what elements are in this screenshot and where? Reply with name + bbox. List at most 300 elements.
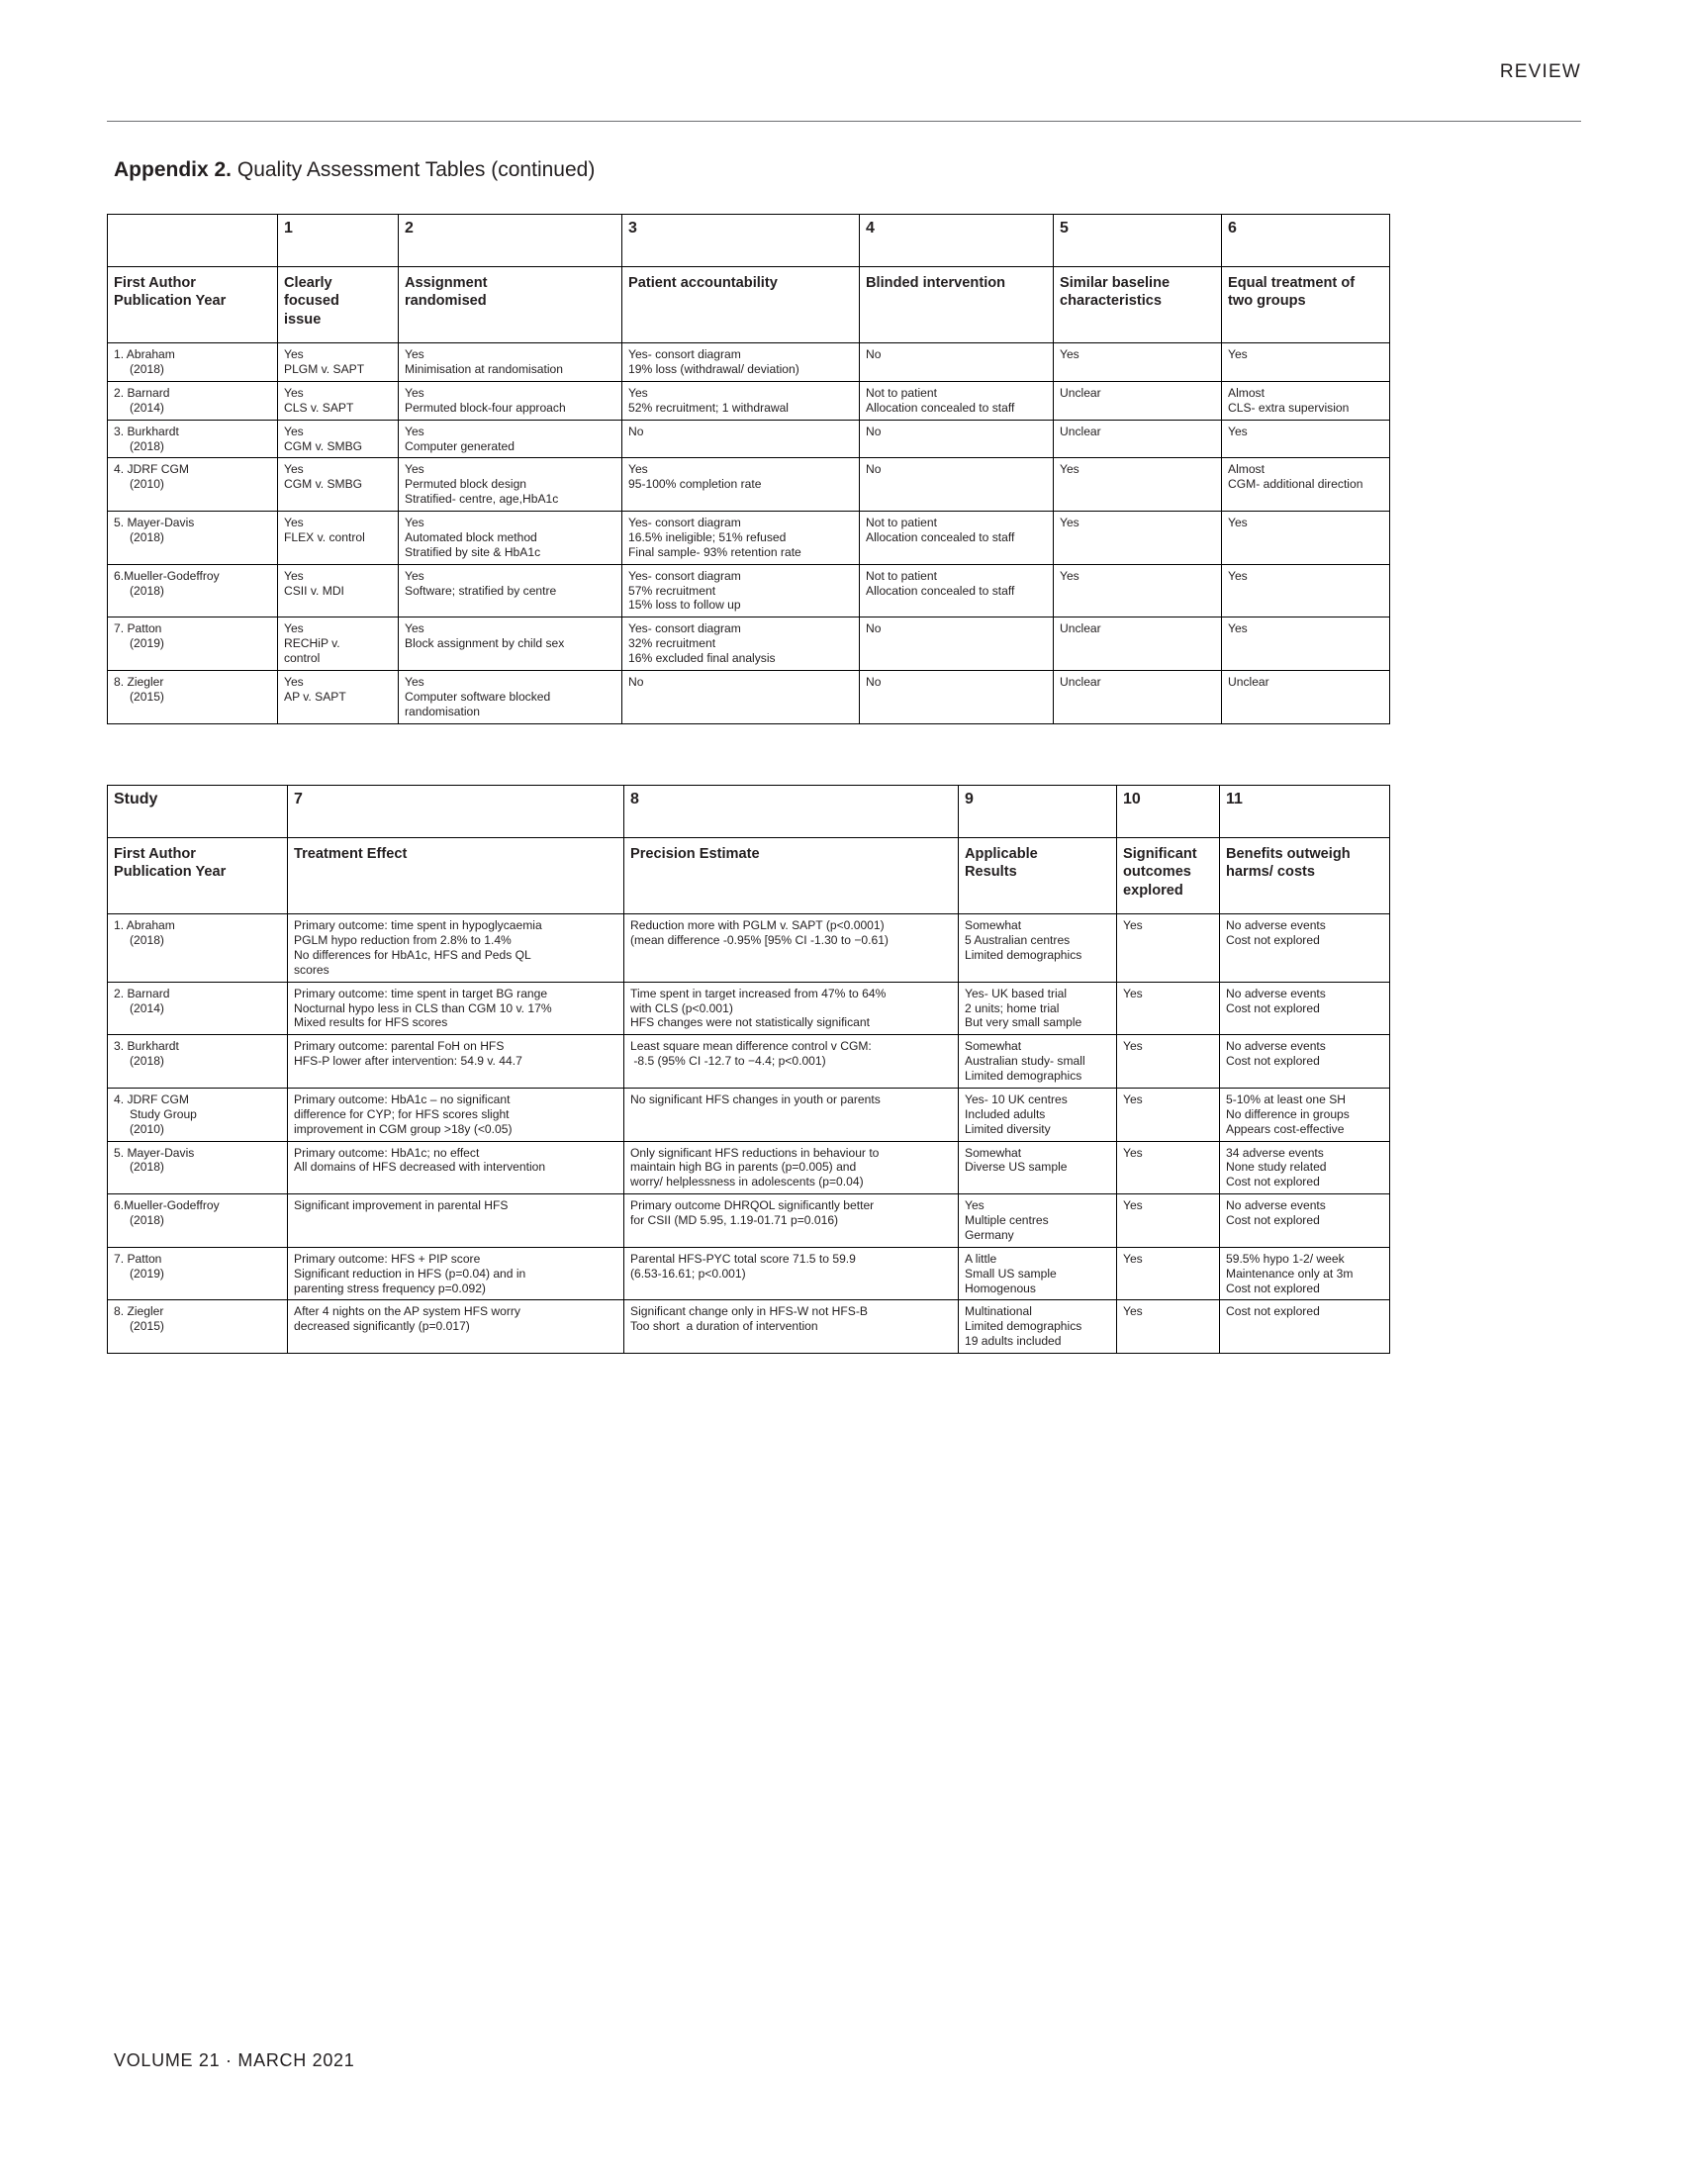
cell-line: Applicable [965, 846, 1038, 862]
cell-accountability [622, 420, 860, 458]
cell-line: RECHiP v. [284, 636, 340, 651]
cell-line: After 4 nights on the AP system HFS worry [294, 1304, 520, 1319]
cell-line: explored [1123, 882, 1183, 899]
table2-body [108, 786, 1390, 1354]
cell-line: Yes [405, 385, 424, 400]
cell-clearly_focused [278, 512, 399, 565]
cell-precision [624, 914, 959, 983]
cell-line: Similar baseline [1060, 275, 1171, 291]
table-row [108, 1194, 1390, 1248]
table-row [108, 420, 1390, 458]
cell-benefits [1220, 1194, 1390, 1248]
cell-line: improvement in CGM group >18y (<0.05) [294, 1121, 513, 1136]
cell-line: 4. JDRF CGM [114, 462, 189, 477]
cell-line: Yes [284, 568, 304, 583]
column-header-1 [288, 838, 624, 914]
cell-line: Cost not explored [1226, 1304, 1320, 1319]
column-number-3 [959, 786, 1117, 838]
cell-line: issue [284, 311, 322, 328]
column-number-2 [624, 786, 959, 838]
cell-line: 95-100% completion rate [628, 477, 762, 492]
cell-baseline [1054, 512, 1222, 565]
quality-assessment-table-2-wrapper [107, 785, 1390, 1354]
cell-baseline [1054, 381, 1222, 420]
cell-line: 8. Ziegler [114, 1304, 164, 1319]
cell-line: Stratified- centre, age,HbA1c [405, 492, 559, 507]
cell-precision [624, 1141, 959, 1194]
table-row [108, 1247, 1390, 1300]
cell-line: Yes [405, 674, 424, 689]
cell-line: Yes- consort diagram [628, 621, 741, 636]
column-header-3 [622, 267, 860, 343]
cell-line: Almost [1228, 462, 1265, 477]
cell-clearly_focused [278, 381, 399, 420]
cell-line: Yes [284, 516, 304, 529]
cell-line: Included adults [965, 1106, 1046, 1121]
table-row [108, 617, 1390, 671]
cell-line: 5 [1060, 220, 1069, 237]
page-title [114, 158, 595, 182]
cell-study [108, 458, 278, 512]
cell-line: Allocation concealed to staff [866, 400, 1015, 415]
cell-line: 32% recruitment [628, 636, 716, 651]
cell-accountability [622, 670, 860, 723]
cell-line: Yes [1060, 462, 1079, 477]
cell-line: 1. Abraham [114, 347, 175, 362]
cell-applicable [959, 1300, 1117, 1354]
cell-blinded [860, 670, 1054, 723]
cell-line: Yes [1123, 1251, 1143, 1266]
cell-benefits [1220, 1300, 1390, 1354]
cell-applicable [959, 982, 1117, 1035]
cell-line: CGM- additional direction [1228, 477, 1363, 492]
cell-study [108, 1194, 288, 1248]
cell-blinded [860, 512, 1054, 565]
column-header-0 [108, 838, 288, 914]
cell-line: (2019) [130, 1266, 164, 1281]
cell-line: Precision Estimate [630, 846, 760, 862]
cell-accountability [622, 343, 860, 382]
cell-line: A little [965, 1251, 997, 1266]
cell-line: Significant improvement in parental HFS [294, 1198, 509, 1213]
cell-line: Study [114, 791, 158, 807]
cell-line: Blinded intervention [866, 275, 1006, 291]
cell-line: Significant reduction in HFS (p=0.04) and in [294, 1266, 526, 1281]
cell-line: Publication Year [114, 864, 227, 881]
cell-line: Unclear [1060, 621, 1101, 636]
column-header-4 [1117, 838, 1220, 914]
cell-benefits [1220, 1141, 1390, 1194]
cell-line: (2018) [130, 438, 164, 453]
cell-blinded [860, 343, 1054, 382]
cell-treatment_effect [288, 1300, 624, 1354]
cell-line: 2. Barnard [114, 986, 170, 1000]
cell-baseline [1054, 343, 1222, 382]
cell-line: Allocation concealed to staff [866, 529, 1015, 544]
cell-line: Yes [405, 462, 424, 477]
column-number-0 [108, 215, 278, 267]
cell-line: characteristics [1060, 293, 1163, 310]
cell-study [108, 1141, 288, 1194]
cell-study [108, 1300, 288, 1354]
cell-study [108, 420, 278, 458]
table1-body [108, 215, 1390, 724]
cell-line: 19 adults included [965, 1334, 1062, 1349]
column-number-1 [288, 786, 624, 838]
cell-line: CSII v. MDI [284, 583, 344, 598]
cell-line: Yes [1060, 516, 1079, 529]
cell-assignment [399, 670, 622, 723]
cell-line: 3. Burkhardt [114, 424, 179, 438]
cell-line: AP v. SAPT [284, 689, 346, 704]
cell-line: No differences for HbA1c, HFS and Peds QL [294, 947, 531, 962]
cell-blinded [860, 564, 1054, 617]
table-row [108, 914, 1390, 983]
cell-line: Least square mean difference control v CGM: [630, 1039, 872, 1054]
table-row [108, 1035, 1390, 1089]
column-header-2 [624, 838, 959, 914]
cell-line: Yes [1228, 347, 1248, 362]
cell-line: 7. Patton [114, 621, 162, 636]
cell-line: 5. Mayer-Davis [114, 1145, 195, 1160]
cell-study [108, 982, 288, 1035]
cell-assignment [399, 564, 622, 617]
cell-line: 2 units; home trial [965, 1000, 1060, 1015]
column-header-5 [1220, 838, 1390, 914]
cell-line: 1. Abraham [114, 918, 175, 933]
cell-precision [624, 1035, 959, 1089]
cell-line: Yes [965, 1198, 985, 1213]
cell-line: control [284, 651, 321, 665]
cell-line: 7 [294, 791, 303, 807]
cell-line: (2015) [130, 689, 164, 704]
cell-line: difference for CYP; for HFS scores slight [294, 1106, 510, 1121]
cell-line: Automated block method [405, 529, 537, 544]
cell-line: 5-10% at least one SH [1226, 1092, 1347, 1106]
cell-line: CLS v. SAPT [284, 400, 354, 415]
cell-line: No adverse events [1226, 986, 1326, 1000]
cell-study [108, 617, 278, 671]
cell-line: PGLM hypo reduction from 2.8% to 1.4% [294, 933, 512, 947]
cell-line: Treatment Effect [294, 846, 408, 862]
cell-line: Yes [628, 462, 648, 477]
cell-clearly_focused [278, 458, 399, 512]
cell-line: Limited demographics [965, 1069, 1082, 1083]
cell-line: Yes [1123, 1145, 1143, 1160]
cell-line: Yes- 10 UK centres [965, 1092, 1068, 1106]
cell-significant [1117, 1141, 1220, 1194]
cell-precision [624, 1300, 959, 1354]
cell-line: Computer software blocked [405, 689, 551, 704]
cell-line: Computer generated [405, 438, 515, 453]
cell-line: Australian study- small [965, 1054, 1085, 1069]
column-number-3 [622, 215, 860, 267]
cell-line: Almost [1228, 385, 1265, 400]
cell-line: 8 [630, 791, 639, 807]
cell-line: Homogenous [965, 1281, 1036, 1295]
table-row [108, 512, 1390, 565]
cell-line: No [628, 674, 644, 689]
table-header-row [108, 838, 1390, 914]
cell-baseline [1054, 420, 1222, 458]
cell-equal [1222, 420, 1390, 458]
cell-line: Primary outcome: time spent in hypoglycaemia [294, 918, 542, 933]
cell-line: (2014) [130, 400, 164, 415]
cell-line: No [866, 424, 882, 438]
table-row [108, 670, 1390, 723]
cell-line: 9 [965, 791, 974, 807]
cell-line: CLS- extra supervision [1228, 400, 1350, 415]
cell-accountability [622, 617, 860, 671]
cell-line: 3. Burkhardt [114, 1039, 179, 1054]
cell-line: Primary outcome: HFS + PIP score [294, 1251, 481, 1266]
cell-line: 4. JDRF CGM [114, 1092, 189, 1106]
cell-line: Reduction more with PGLM v. SAPT (p<0.0001) [630, 918, 885, 933]
column-number-5 [1220, 786, 1390, 838]
cell-line: Yes [1228, 516, 1248, 529]
cell-line: (2010) [130, 1121, 164, 1136]
caption-label: Appendix 2. [114, 158, 233, 181]
cell-line: Software; stratified by centre [405, 583, 557, 598]
cell-line: Yes [284, 385, 304, 400]
cell-line: Yes [1060, 347, 1079, 362]
cell-clearly_focused [278, 420, 399, 458]
column-number-1 [278, 215, 399, 267]
cell-line: with CLS (p<0.001) [630, 1000, 733, 1015]
cell-line: No [866, 621, 882, 636]
cell-line: Benefits outweigh [1226, 846, 1351, 862]
cell-line: Yes- UK based trial [965, 986, 1068, 1000]
cell-study [108, 512, 278, 565]
table-row [108, 982, 1390, 1035]
cell-line: Nocturnal hypo less in CLS than CGM 10 v. 17% [294, 1000, 552, 1015]
cell-line: Yes [405, 621, 424, 636]
cell-line: No adverse events [1226, 1039, 1326, 1054]
cell-line: No significant HFS changes in youth or parents [630, 1092, 881, 1106]
cell-line: Yes [1123, 1198, 1143, 1213]
cell-blinded [860, 381, 1054, 420]
cell-line: Significant change only in HFS-W not HFS-B [630, 1304, 868, 1319]
cell-line: Cost not explored [1226, 1000, 1320, 1015]
cell-line: Multinational [965, 1304, 1032, 1319]
cell-line: HFS-P lower after intervention: 54.9 v. 44.7 [294, 1054, 522, 1069]
cell-line: Equal treatment of [1228, 275, 1356, 291]
cell-line: Somewhat [965, 1039, 1022, 1054]
cell-line: (2018) [130, 529, 164, 544]
column-number-6 [1222, 215, 1390, 267]
cell-baseline [1054, 670, 1222, 723]
cell-line: 10 [1123, 791, 1141, 807]
cell-line: Permuted block design [405, 477, 527, 492]
cell-significant [1117, 914, 1220, 983]
cell-line: First Author [114, 846, 196, 862]
cell-line: Yes- consort diagram [628, 568, 741, 583]
cell-assignment [399, 617, 622, 671]
cell-line: Yes [1228, 424, 1248, 438]
cell-line: Study Group [130, 1106, 197, 1121]
cell-line: Minimisation at randomisation [405, 362, 563, 376]
cell-line: 6.Mueller-Godeffroy [114, 568, 220, 583]
cell-line: None study related [1226, 1160, 1327, 1175]
quality-assessment-table-1-wrapper [107, 214, 1390, 724]
cell-line: parenting stress frequency p=0.092) [294, 1281, 486, 1295]
quality-assessment-table-2 [107, 785, 1390, 1354]
cell-equal [1222, 564, 1390, 617]
cell-treatment_effect [288, 982, 624, 1035]
cell-line: Assignment [405, 275, 488, 291]
column-header-6 [1222, 267, 1390, 343]
cell-line: Too short a duration of intervention [630, 1319, 818, 1334]
cell-line: Results [965, 864, 1017, 881]
cell-line: Yes [1060, 568, 1079, 583]
quality-assessment-table-1 [107, 214, 1390, 724]
cell-line: worry/ helplessness in adolescents (p=0.04) [630, 1175, 864, 1189]
cell-line: Yes [405, 347, 424, 362]
cell-line: Only significant HFS reductions in behaviour to [630, 1145, 880, 1160]
cell-line: Cost not explored [1226, 933, 1320, 947]
cell-line: Final sample- 93% retention rate [628, 544, 801, 559]
cell-line: No [866, 347, 882, 362]
cell-applicable [959, 1088, 1117, 1141]
cell-assignment [399, 381, 622, 420]
cell-line: Cost not explored [1226, 1213, 1320, 1227]
cell-line: (2018) [130, 1054, 164, 1069]
cell-benefits [1220, 1035, 1390, 1089]
cell-line: Cost not explored [1226, 1281, 1320, 1295]
cell-line: Parental HFS-PYC total score 71.5 to 59.9 [630, 1251, 856, 1266]
cell-applicable [959, 914, 1117, 983]
cell-treatment_effect [288, 1247, 624, 1300]
cell-line: -8.5 (95% CI -12.7 to −4.4; p<0.001) [630, 1054, 826, 1069]
page-footer: VOLUME 21 · MARCH 2021 [114, 2050, 355, 2070]
cell-equal [1222, 512, 1390, 565]
cell-line: Primary outcome: parental FoH on HFS [294, 1039, 505, 1054]
cell-equal [1222, 381, 1390, 420]
cell-line: CGM v. SMBG [284, 438, 363, 453]
cell-line: Publication Year [114, 293, 227, 310]
cell-line: No [866, 462, 882, 477]
cell-treatment_effect [288, 1088, 624, 1141]
cell-clearly_focused [278, 670, 399, 723]
cell-line: Yes [405, 568, 424, 583]
cell-line: Yes [1228, 568, 1248, 583]
cell-line: Time spent in target increased from 47% to 64% [630, 986, 887, 1000]
cell-line: Limited demographics [965, 947, 1082, 962]
cell-precision [624, 1247, 959, 1300]
cell-baseline [1054, 617, 1222, 671]
cell-line: Yes [405, 424, 424, 438]
cell-line: (2018) [130, 933, 164, 947]
column-header-2 [399, 267, 622, 343]
cell-line: Yes [1123, 1039, 1143, 1054]
cell-line: Yes [284, 424, 304, 438]
cell-treatment_effect [288, 1035, 624, 1089]
cell-treatment_effect [288, 914, 624, 983]
cell-clearly_focused [278, 564, 399, 617]
cell-assignment [399, 343, 622, 382]
cell-line: Primary outcome: time spent in target BG range [294, 986, 548, 1000]
cell-accountability [622, 458, 860, 512]
cell-line: No adverse events [1226, 918, 1326, 933]
cell-line: 11 [1226, 791, 1243, 807]
cell-line: Appears cost-effective [1226, 1121, 1345, 1136]
cell-line: Yes [1123, 1304, 1143, 1319]
cell-line: Small US sample [965, 1266, 1057, 1281]
cell-line: Significant [1123, 846, 1197, 862]
cell-line: (2018) [130, 583, 164, 598]
cell-line: Yes [1123, 918, 1143, 933]
cell-line: maintain high BG in parents (p=0.005) and [630, 1160, 857, 1175]
column-number-0 [108, 786, 288, 838]
header-rule [107, 121, 1581, 122]
cell-line: No [866, 674, 882, 689]
cell-line: focused [284, 293, 339, 310]
cell-line: Permuted block-four approach [405, 400, 566, 415]
cell-line: Yes [1228, 621, 1248, 636]
cell-line: Diverse US sample [965, 1160, 1068, 1175]
column-header-5 [1054, 267, 1222, 343]
column-header-4 [860, 267, 1054, 343]
cell-line: Primary outcome: HbA1c – no significant [294, 1092, 511, 1106]
cell-line: 8. Ziegler [114, 674, 164, 689]
cell-precision [624, 982, 959, 1035]
cell-line: Unclear [1060, 674, 1101, 689]
cell-line: Yes [1123, 1092, 1143, 1106]
cell-line: Yes [284, 462, 304, 477]
cell-line: Germany [965, 1227, 1014, 1242]
cell-treatment_effect [288, 1194, 624, 1248]
cell-equal [1222, 458, 1390, 512]
cell-significant [1117, 1194, 1220, 1248]
cell-line: 5 Australian centres [965, 933, 1071, 947]
cell-benefits [1220, 1247, 1390, 1300]
cell-study [108, 1247, 288, 1300]
cell-baseline [1054, 564, 1222, 617]
cell-line: (2018) [130, 362, 164, 376]
cell-study [108, 1035, 288, 1089]
cell-benefits [1220, 1088, 1390, 1141]
cell-line: No adverse events [1226, 1198, 1326, 1213]
cell-line: Maintenance only at 3m [1226, 1266, 1354, 1281]
table-row [108, 564, 1390, 617]
cell-line: But very small sample [965, 1015, 1082, 1030]
cell-line: 3 [628, 220, 637, 237]
cell-line: randomised [405, 293, 487, 310]
cell-line: 2 [405, 220, 414, 237]
cell-line: No [628, 424, 644, 438]
cell-line: (mean difference -0.95% [95% CI -1.30 to −0.61) [630, 933, 889, 947]
column-number-5 [1054, 215, 1222, 267]
cell-line: First Author [114, 275, 196, 291]
cell-line: randomisation [405, 704, 480, 718]
cell-significant [1117, 1247, 1220, 1300]
cell-clearly_focused [278, 343, 399, 382]
column-header-1 [278, 267, 399, 343]
cell-line: 19% loss (withdrawal/ deviation) [628, 362, 799, 376]
table-number-row [108, 215, 1390, 267]
cell-treatment_effect [288, 1141, 624, 1194]
cell-significant [1117, 1035, 1220, 1089]
column-number-4 [860, 215, 1054, 267]
cell-line: Mixed results for HFS scores [294, 1015, 448, 1030]
cell-line: outcomes [1123, 864, 1191, 881]
cell-equal [1222, 670, 1390, 723]
cell-line: Unclear [1228, 674, 1269, 689]
table-row [108, 1300, 1390, 1354]
cell-significant [1117, 1088, 1220, 1141]
column-header-0 [108, 267, 278, 343]
cell-line: 2. Barnard [114, 385, 170, 400]
